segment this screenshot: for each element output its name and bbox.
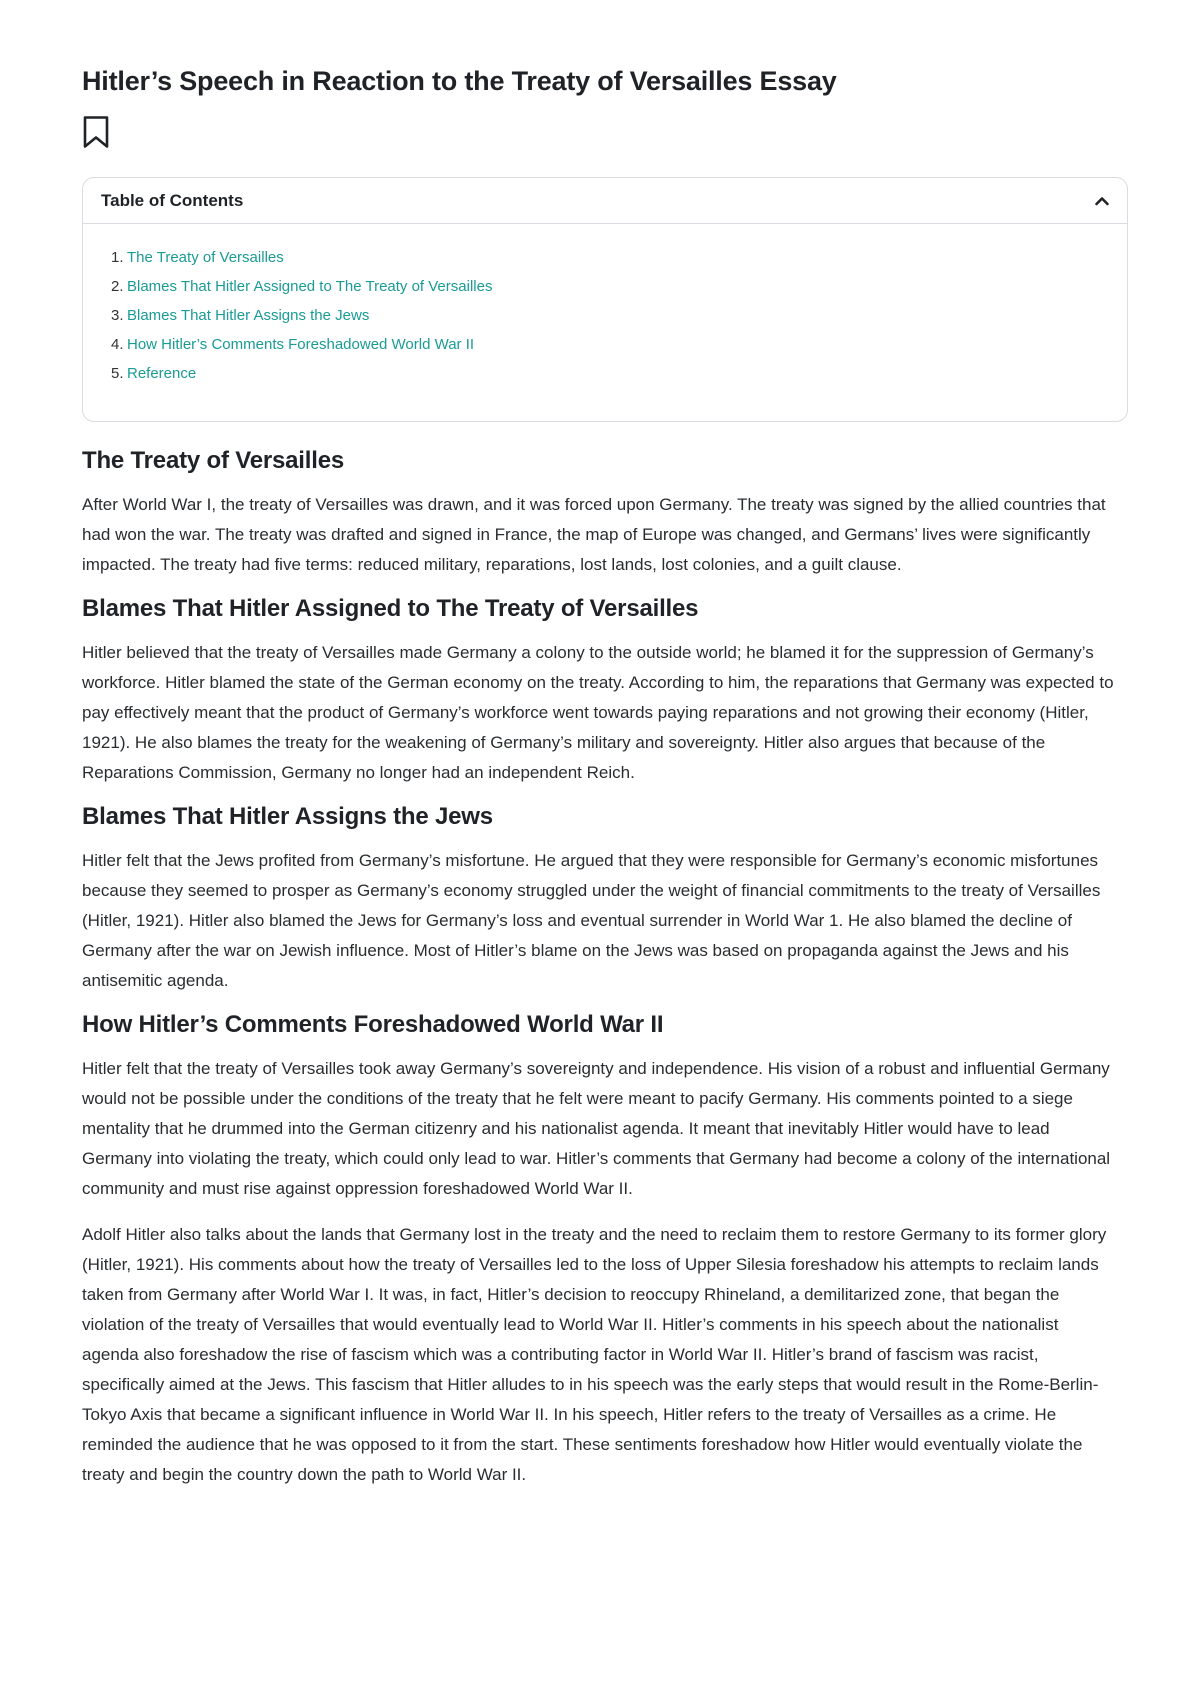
- toc-item-number: 4.: [111, 336, 124, 353]
- section-paragraph: After World War I, the treaty of Versailles was drawn, and it was forced upon Germany. The treaty was signed by the allied countries that had won the war. The treaty was drafted and signed in France, the map of Europe was changed, and Germans’ lives were significantly impacted. The treaty had five terms: reduced military, reparations, lost lands, lost colonies, and a guilt clause.: [82, 495, 1106, 574]
- bookmark-icon[interactable]: [82, 115, 110, 149]
- section-heading-blames-treaty: Blames That Hitler Assigned to The Treaty of Versailles: [82, 595, 699, 622]
- toc-link-blames-treaty[interactable]: Blames That Hitler Assigned to The Treaty of Versailles: [127, 278, 493, 295]
- toc-item-number: 2.: [111, 278, 124, 295]
- toc-header-toggle[interactable]: [83, 178, 1127, 224]
- table-of-contents: [82, 177, 1128, 422]
- section-paragraph: Hitler felt that the treaty of Versailles took away Germany’s sovereignty and independence. His vision of a robust and influential Germany would not be possible under the conditions of the treaty that he felt were meant to pacify Germany. His comments pointed to a siege mentality that he drummed into the German citizenry and his nationalist agenda. It meant that inevitably Hitler would have to lead Germany into violating the treaty, which could only lead to war. Hitler’s comments that Germany had become a colony of the international community and must rise against oppression foreshadowed World War II.: [82, 1059, 1111, 1198]
- section-heading-blames-jews: Blames That Hitler Assigns the Jews: [82, 803, 493, 830]
- section-heading-foreshadowed-ww2: How Hitler’s Comments Foreshadowed World War II: [82, 1011, 664, 1038]
- section-paragraph: Hitler felt that the Jews profited from Germany’s misfortune. He argued that they were responsible for Germany’s economic misfortunes because they seemed to prosper as Germany’s economy struggled under the weight of financial commitments to the treaty of Versailles (Hitler, 1921). Hitler also blamed the Jews for Germany’s loss and eventual surrender in World War 1. He also blamed the decline of Germany after the war on Jewish influence. Most of Hitler’s blame on the Jews was based on propaganda against the Jews and his antisemitic agenda.: [82, 851, 1101, 990]
- toc-item-number: 5.: [111, 365, 124, 382]
- toc-item-number: 3.: [111, 307, 124, 324]
- toc-item: [111, 250, 1127, 279]
- toc-item: [111, 366, 1127, 395]
- toc-link-treaty-of-versailles[interactable]: The Treaty of Versailles: [127, 249, 284, 266]
- toc-item: [111, 337, 1127, 366]
- toc-list: [83, 224, 1127, 395]
- toc-link-reference[interactable]: Reference: [127, 365, 197, 382]
- chevron-up-icon[interactable]: [1093, 192, 1111, 210]
- toc-item: [111, 308, 1127, 337]
- toc-item-number: 1.: [111, 249, 124, 266]
- toc-item: [111, 279, 1127, 308]
- page-title: Hitler’s Speech in Reaction to the Treaty of Versailles Essay: [82, 66, 837, 96]
- toc-link-foreshadowed-ww2[interactable]: How Hitler’s Comments Foreshadowed World War II: [127, 336, 475, 353]
- section-heading-treaty: The Treaty of Versailles: [82, 447, 345, 474]
- section-paragraph: Adolf Hitler also talks about the lands that Germany lost in the treaty and the need to reclaim them to restore Germany to its former glory (Hitler, 1921). His comments about how the treaty of Versailles led to the loss of Upper Silesia foreshadow his attempts to reclaim lands taken from Germany after World War I. It was, in fact, Hitler’s decision to reoccupy Rhineland, a demilitarized zone, that began the violation of the treaty of Versailles that would eventually lead to World War II. Hitler’s comments in his speech about the nationalist agenda also foreshadow the rise of fascism which was a contributing factor in World War II. Hitler’s brand of fascism was racist, specifically aimed at the Jews. This fascism that Hitler alludes to in his speech was the early steps that would result in the Rome-Berlin-Tokyo Axis that became a significant influence in World War II. In his speech, Hitler refers to the treaty of Versailles as a crime. He reminded the audience that he was opposed to it from the start. These sentiments foreshadow how Hitler would eventually violate the treaty and begin the country down the path to World War II.: [82, 1225, 1107, 1484]
- toc-link-blames-jews[interactable]: Blames That Hitler Assigns the Jews: [127, 307, 370, 324]
- toc-title: Table of Contents: [101, 190, 244, 210]
- section-paragraph: Hitler believed that the treaty of Versailles made Germany a colony to the outside world; he blamed it for the suppression of Germany’s workforce. Hitler blamed the state of the German economy on the treaty. According to him, the reparations that Germany was expected to pay effectively meant that the product of Germany’s workforce went towards paying reparations and not growing their economy (Hitler, 1921). He also blames the treaty for the weakening of Germany’s military and sovereignty. Hitler also argues that because of the Reparations Commission, Germany no longer had an independent Reich.: [82, 643, 1114, 782]
